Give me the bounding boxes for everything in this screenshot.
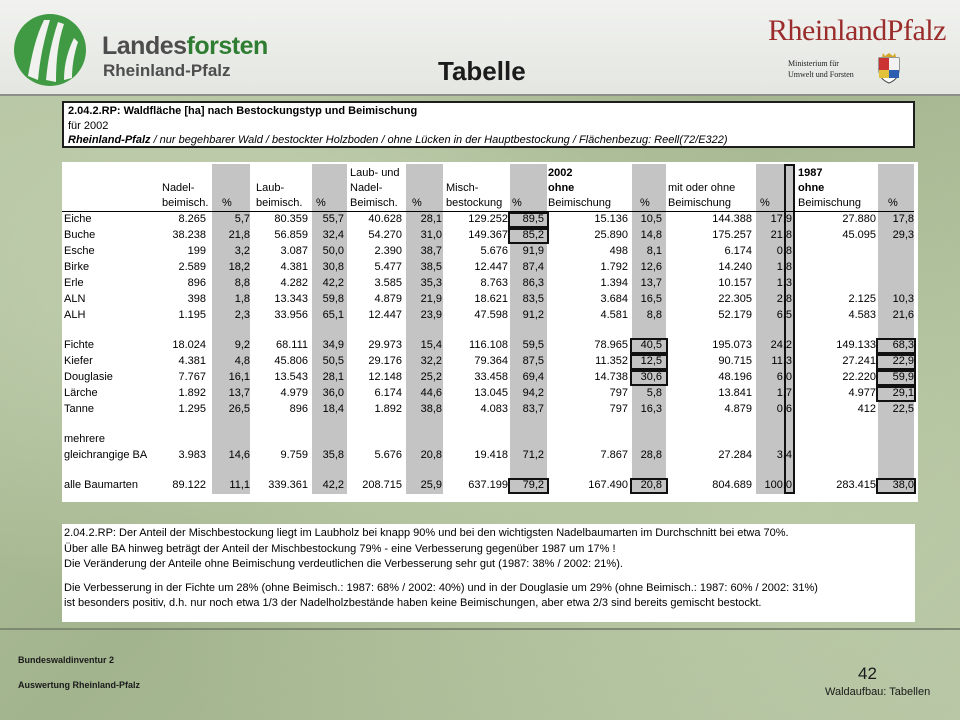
table-cell: 4.879 [724, 403, 752, 415]
table-cell: 1,3 [776, 277, 792, 289]
table-cell: 36,0 [322, 387, 344, 399]
column-header: beimisch. [162, 197, 209, 209]
column-header: bestockung [446, 197, 503, 209]
table-cell: 15.136 [594, 213, 628, 225]
table-cell: 6,5 [776, 309, 792, 321]
table-cell: 3.684 [600, 293, 628, 305]
column-header: ohne [798, 182, 825, 194]
header-band [0, 0, 960, 96]
table-cell: 68.111 [275, 339, 308, 351]
table-caption [62, 101, 915, 148]
table-cell: 90.715 [718, 355, 752, 367]
landesforsten-logo [10, 10, 268, 90]
row-label: Eiche [64, 213, 92, 225]
table-cell: 50,5 [322, 355, 344, 367]
footer-inventory-label: Bundeswaldinventur 2 [18, 655, 115, 665]
table-cell: 71,2 [522, 449, 544, 461]
table-cell: 89,5 [522, 213, 544, 225]
table-cell: 87,4 [522, 261, 544, 273]
table-cell: 14.240 [718, 261, 752, 273]
table-cell: 116.108 [469, 339, 508, 351]
table-cell: 4.979 [280, 387, 308, 399]
table-cell: 13,7 [640, 277, 662, 289]
column-header: ohne [548, 182, 575, 194]
table-cell: 85,2 [522, 229, 544, 241]
column-header: Beimisch. [350, 197, 398, 209]
table-cell: 78.965 [594, 339, 628, 351]
table-cell: 38,8 [420, 403, 442, 415]
table-cell: 0,6 [776, 403, 792, 415]
table-cell: 4.879 [374, 293, 402, 305]
table-cell: 44,6 [420, 387, 442, 399]
column-header: 2002 [548, 167, 573, 179]
table-cell: 29.176 [368, 355, 402, 367]
table-cell: 18.621 [474, 293, 508, 305]
table-cell: 4.381 [178, 355, 206, 367]
table-cell: 19.418 [474, 449, 508, 461]
table-cell: 12.447 [368, 309, 402, 321]
coat-of-arms-icon [876, 52, 902, 84]
table-cell: 21,8 [228, 229, 250, 241]
table-cell: 896 [289, 403, 308, 415]
row-label: Douglasie [64, 371, 113, 383]
row-label: alle Baumarten [64, 479, 138, 491]
column-header: % [640, 197, 650, 209]
table-cell: 167.490 [588, 479, 628, 491]
table-cell: 18.024 [172, 339, 206, 351]
column-header: Beimischung [548, 197, 611, 209]
table-cell: 13.343 [274, 293, 308, 305]
table-cell: 94,2 [522, 387, 544, 399]
note-gap [64, 573, 913, 581]
table-cell: 5.477 [374, 261, 402, 273]
table-cell: 1,8 [234, 293, 250, 305]
table-cell: 11.352 [595, 355, 628, 367]
table-cell: 83,5 [522, 293, 544, 305]
table-cell: 38,7 [420, 245, 442, 257]
data-table [62, 162, 918, 502]
table-cell: 2.125 [848, 293, 876, 305]
table-cell: 18,4 [322, 403, 344, 415]
table-cell: 4.381 [280, 261, 308, 273]
footer-divider [0, 628, 960, 630]
table-cell: 5.676 [374, 449, 402, 461]
table-cell: 32,4 [322, 229, 344, 241]
column-header: % [316, 197, 326, 209]
table-cell: 8.265 [178, 213, 206, 225]
table-cell: 33.458 [474, 371, 508, 383]
column-header: mit oder ohne [668, 182, 736, 194]
table-cell: 1.295 [178, 403, 206, 415]
table-cell: 9,2 [234, 339, 250, 351]
column-header: Laub- [256, 182, 285, 194]
table-cell: 13.841 [718, 387, 752, 399]
table-cell: 59,9 [892, 371, 914, 383]
table-cell: 339.361 [268, 479, 308, 491]
table-cell: 50,0 [322, 245, 344, 257]
row-label: Fichte [64, 339, 94, 351]
table-cell: 498 [609, 245, 628, 257]
table-cell: 21,8 [770, 229, 792, 241]
column-header: % [888, 197, 898, 209]
table-cell: 91,9 [522, 245, 544, 257]
table-cell: 0,8 [776, 245, 792, 257]
table-cell: 56.859 [274, 229, 308, 241]
table-cell: 13.543 [274, 371, 308, 383]
table-cell: 3,2 [234, 245, 250, 257]
column-header: Laub- und [350, 167, 400, 179]
highlighted-cell-box [508, 228, 549, 244]
row-label: Kiefer [64, 355, 93, 367]
table-cell: 8,8 [234, 277, 250, 289]
note-line: Über alle BA hinweg beträgt der Anteil der Mischbestockung 79% - eine Verbesserung gegenüber 1987 um 17% ! [64, 542, 616, 555]
table-cell: 24,2 [770, 339, 792, 351]
highlighted-cell-box [876, 370, 916, 386]
table-cell: 22,5 [892, 403, 914, 415]
table-cell: 22.220 [842, 371, 876, 383]
table-cell: 1,8 [776, 261, 792, 273]
highlighted-cell-box [630, 338, 668, 354]
table-cell: 3.983 [178, 449, 206, 461]
table-cell: 208.715 [362, 479, 402, 491]
notes-text [62, 524, 915, 622]
table-cell: 38,0 [892, 479, 914, 491]
table-cell: 7.867 [600, 449, 628, 461]
column-header: % [512, 197, 522, 209]
row-label: Lärche [64, 387, 98, 399]
highlighted-cell-box [876, 338, 916, 354]
note-line: ist besonders positiv, d.h. nur noch etwa 1/3 der Nadelholzbestände haben keine Beimischungen, aber etwa 2/3 sind bereits gemischt bestockt. [64, 597, 762, 609]
table-cell: 20,8 [420, 449, 442, 461]
table-cell: 28,1 [322, 371, 344, 383]
table-cell: 45.095 [842, 229, 876, 241]
table-cell: 9.759 [280, 449, 308, 461]
table-cell: 1.892 [374, 403, 402, 415]
table-cell: 17,9 [770, 213, 792, 225]
table-cell: 33.956 [274, 309, 308, 321]
table-cell: 89.122 [172, 479, 206, 491]
table-cell: 11,1 [229, 479, 250, 491]
table-cell: 175.257 [712, 229, 752, 241]
table-cell: 13.045 [474, 387, 508, 399]
table-cell: 129.252 [468, 213, 508, 225]
highlighted-cell-box [508, 212, 549, 228]
table-cell: 3.585 [374, 277, 402, 289]
table-cell: 199 [187, 245, 206, 257]
table-cell: 27.241 [842, 355, 876, 367]
table-cell: 45.806 [274, 355, 308, 367]
table-cell: 1.792 [600, 261, 628, 273]
table-cell: 80.359 [274, 213, 308, 225]
row-label: Esche [64, 245, 95, 257]
table-cell: 1.892 [178, 387, 206, 399]
page-number: 42 [858, 664, 877, 683]
table-cell: 18,2 [228, 261, 250, 273]
note-line: Die Veränderung der Anteile ohne Beimischung verdeutlichen die Verbesserung sehr gut (1987: 38% / 2002: 21%). [64, 558, 623, 570]
table-cell: 1,7 [776, 387, 792, 399]
table-cell: 48.196 [718, 371, 752, 383]
table-cell: 3.087 [280, 245, 308, 257]
highlighted-cell-box [876, 386, 916, 402]
table-cell: 25,2 [420, 371, 442, 383]
logo-text-region: Rheinland-Pfalz [103, 61, 231, 80]
table-cell: 47.598 [474, 309, 508, 321]
highlighted-cell-box [630, 354, 668, 370]
column-header: % [412, 197, 422, 209]
table-cell: 28,1 [420, 213, 442, 225]
table-cell: 59,5 [522, 339, 544, 351]
page-title: Tabelle [438, 56, 526, 86]
row-label: gleichrangige BA [64, 449, 148, 461]
ministry-line-1: Ministerium für [788, 59, 839, 68]
table-cell: 16,1 [228, 371, 250, 383]
table-cell: 12,6 [640, 261, 662, 273]
table-cell: 29.973 [368, 339, 402, 351]
table-cell: 27.284 [718, 449, 752, 461]
column-header: Beimischung [798, 197, 861, 209]
table-cell: 6.174 [374, 387, 402, 399]
table-cell: 52.179 [718, 309, 752, 321]
row-label: Tanne [64, 403, 94, 415]
table-cell: 14,8 [640, 229, 662, 241]
table-cell: 4,8 [234, 355, 250, 367]
table-cell: 31,0 [420, 229, 442, 241]
table-cell: 14.738 [594, 371, 628, 383]
column-header: 1987 [798, 167, 823, 179]
table-cell: 896 [187, 277, 206, 289]
highlighted-cell-box [508, 478, 549, 494]
table-cell: 27.880 [842, 213, 876, 225]
table-cell: 30,6 [640, 371, 662, 383]
column-header: Beimischung [668, 197, 731, 209]
table-cell: 16,3 [640, 403, 662, 415]
table-caption-filter-text: / nur begehbarer Wald / bestockter Holzboden / ohne Lücken in der Hauptbestockung / Flächenbezug: Reell(72/E322) [150, 134, 728, 146]
table-cell: 144.388 [712, 213, 752, 225]
table-cell: 12.447 [474, 261, 508, 273]
table-cell: 40,5 [640, 339, 662, 351]
table-cell: 23,9 [420, 309, 442, 321]
table-cell: 30,8 [322, 261, 344, 273]
table-cell: 195.073 [712, 339, 752, 351]
table-cell: 38,5 [420, 261, 442, 273]
table-cell: 797 [609, 403, 628, 415]
table-cell: 54.270 [368, 229, 402, 241]
table-cell: 21,9 [420, 293, 442, 305]
table-caption-filters [68, 133, 909, 148]
footer-evaluation-label: Auswertung Rheinland-Pfalz [18, 680, 141, 690]
table-cell: 398 [187, 293, 206, 305]
note-line: 2.04.2.RP: Der Anteil der Mischbestockung liegt im Laubholz bei knapp 90% und bei den wichtigsten Nadelbaumarten im Durchschnitt bei etwa 70%. [64, 527, 789, 539]
table-cell: 10.157 [718, 277, 752, 289]
table-cell: 79.364 [474, 355, 508, 367]
highlighted-cell-box [876, 354, 916, 370]
tree-logo-icon [10, 10, 94, 90]
ministry-line-2: Umwelt und Forsten [788, 70, 854, 79]
column-header: beimisch. [256, 197, 303, 209]
table-cell: 8,8 [646, 309, 662, 321]
row-label: ALH [64, 309, 86, 321]
table-caption-year: für 2002 [68, 119, 109, 132]
logo-text-landesforsten: Landesforsten [102, 32, 268, 60]
table-cell: 11,3 [771, 355, 792, 367]
table-cell: 59,8 [322, 293, 344, 305]
table-cell: 412 [857, 403, 876, 415]
column-header: Nadel- [350, 182, 383, 194]
table-cell: 5.676 [480, 245, 508, 257]
table-cell: 6,0 [776, 371, 792, 383]
table-cell: 2.589 [178, 261, 206, 273]
table-cell: 25,9 [420, 479, 442, 491]
highlighted-cell-box [876, 478, 916, 494]
column-header: % [222, 197, 232, 209]
table-caption-title: 2.04.2.RP: Waldfläche [ha] nach Bestockungstyp und Beimischung [68, 105, 418, 117]
table-cell: 10,3 [892, 293, 914, 305]
table-cell: 91,2 [522, 309, 544, 321]
table-cell: 12.148 [368, 371, 402, 383]
row-label: mehrere [64, 433, 105, 445]
table-cell: 79,2 [522, 479, 544, 491]
table-cell: 16,5 [640, 293, 662, 305]
table-cell: 29,1 [892, 387, 914, 399]
table-cell: 25.890 [594, 229, 628, 241]
table-cell: 26,5 [228, 403, 250, 415]
table-cell: 4.282 [280, 277, 308, 289]
rlp-wordmark: RheinlandPfalz [768, 14, 946, 47]
highlighted-cell-box [630, 478, 668, 494]
table-cell: 4.581 [600, 309, 628, 321]
note-line: Die Verbesserung in der Fichte um 28% (ohne Beimisch.: 1987: 68% / 2002: 40%) und in der Douglasie um 29% (ohne Beimisch.: 1987: 60% / 2002: 31%) [64, 581, 818, 594]
table-cell: 1.195 [178, 309, 206, 321]
table-cell: 29,3 [892, 229, 914, 241]
table-cell: 2,8 [776, 293, 792, 305]
table-cell: 637.199 [468, 479, 508, 491]
table-cell: 42,2 [322, 479, 344, 491]
table-cell: 86,3 [522, 277, 544, 289]
table-cell: 5,7 [234, 213, 250, 225]
table-cell: 5,8 [646, 387, 662, 399]
table-cell: 65,1 [322, 309, 344, 321]
table-cell: 69,4 [522, 371, 544, 383]
column-header: Nadel- [162, 182, 195, 194]
table-cell: 2.390 [374, 245, 402, 257]
row-label: Birke [64, 261, 90, 273]
highlighted-cell-box [630, 370, 668, 386]
table-cell: 12,5 [640, 355, 662, 367]
table-cell: 804.689 [712, 479, 752, 491]
table-cell: 35,8 [322, 449, 344, 461]
table-cell: 4.583 [848, 309, 876, 321]
table-cell: 20,8 [640, 479, 662, 491]
table-cell: 28,8 [640, 449, 662, 461]
rheinland-pfalz-logo [760, 14, 950, 88]
table-cell: 149.133 [836, 339, 876, 351]
table-cell: 22,9 [892, 355, 914, 367]
table-cell: 42,2 [322, 277, 344, 289]
table-cell: 7.767 [178, 371, 206, 383]
table-cell: 83,7 [522, 403, 544, 415]
table-cell: 2,3 [234, 309, 250, 321]
ministry-label [788, 58, 854, 80]
table-cell: 4.977 [848, 387, 876, 399]
footer-section-label: Waldaufbau: Tabellen [825, 686, 931, 698]
table-cell: 8.763 [480, 277, 508, 289]
table-cell: 13,7 [228, 387, 250, 399]
column-header: % [760, 197, 770, 209]
table-cell: 149.367 [468, 229, 508, 241]
table-cell: 68,3 [892, 339, 914, 351]
table-cell: 22.305 [718, 293, 752, 305]
table-cell: 55,7 [322, 213, 344, 225]
table-cell: 87,5 [522, 355, 544, 367]
table-cell: 35,3 [420, 277, 442, 289]
table-cell: 100,0 [764, 479, 792, 491]
table-cell: 283.415 [836, 479, 876, 491]
table-caption-region: Rheinland-Pfalz [68, 134, 151, 146]
table-cell: 17,8 [892, 213, 914, 225]
table-cell: 15,4 [420, 339, 442, 351]
table-cell: 32,2 [420, 355, 442, 367]
table-cell: 6.174 [724, 245, 752, 257]
table-cell: 21,6 [892, 309, 914, 321]
row-label: Buche [64, 229, 96, 241]
table-cell: 14,6 [228, 449, 250, 461]
row-label: Erle [64, 277, 84, 289]
table-cell: 3,4 [776, 449, 792, 461]
table-cell: 4.083 [480, 403, 508, 415]
table-cell: 1.394 [600, 277, 628, 289]
table-cell: 34,9 [322, 339, 344, 351]
table-cell: 40.628 [368, 213, 402, 225]
table-cell: 797 [609, 387, 628, 399]
row-label: ALN [64, 293, 86, 305]
table-cell: 10,5 [640, 213, 662, 225]
column-header: Misch- [446, 182, 479, 194]
table-cell: 38.238 [172, 229, 206, 241]
table-cell: 8,1 [646, 245, 662, 257]
